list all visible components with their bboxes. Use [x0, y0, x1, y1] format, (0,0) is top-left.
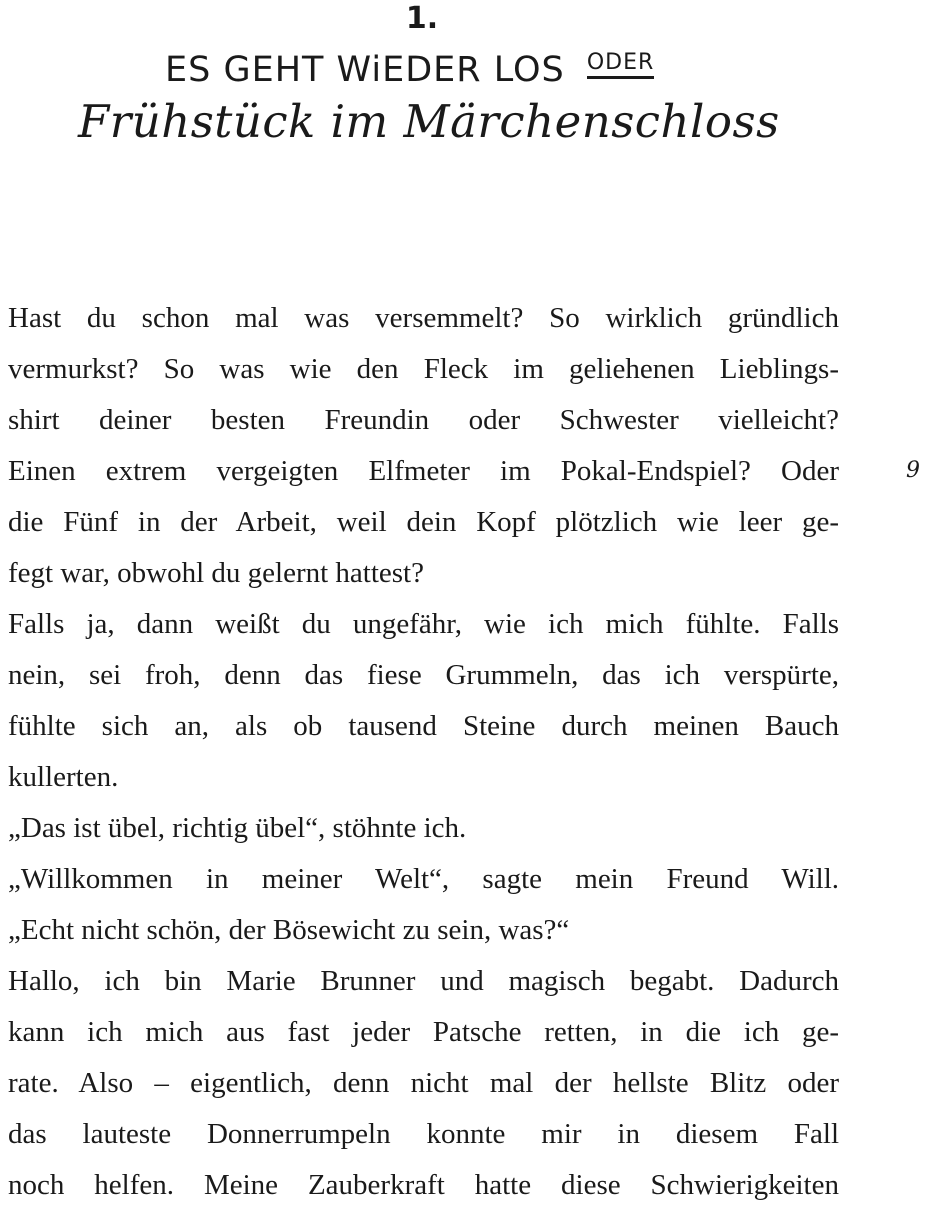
text-line: kann ich mich aus fast jeder Patsche retten, in die ich ge-	[8, 1016, 839, 1048]
text-line: „Willkommen in meiner Welt“, sagte mein Freund Will.	[8, 863, 839, 895]
text-line: kullerten.	[8, 761, 119, 793]
text-line: shirt deiner besten Freundin oder Schwester vielleicht?	[8, 404, 839, 436]
text-line: Einen extrem vergeigten Elfmeter im Pokal-Endspiel? Oder	[8, 455, 839, 487]
text-line: „Das ist übel, richtig übel“, stöhnte ich.	[8, 812, 467, 844]
body-text	[8, 293, 839, 1211]
chapter-title-main: ES GEHT WiEDER LOS	[165, 50, 565, 90]
text-line: vermurkst? So was wie den Fleck im geliehenen Lieblings-	[8, 353, 839, 385]
chapter-title-connector: ODER	[587, 52, 654, 79]
page-number: 9	[906, 458, 920, 483]
text-line: fegt war, obwohl du gelernt hattest?	[8, 557, 424, 589]
text-line: fühlte sich an, als ob tausend Steine durch meinen Bauch	[8, 710, 839, 742]
text-line: Hallo, ich bin Marie Brunner und magisch begabt. Dadurch	[8, 965, 839, 997]
text-line: das lauteste Donnerrumpeln konnte mir in diesem Fall	[8, 1118, 839, 1150]
text-line: nein, sei froh, denn das fiese Grummeln, das ich verspürte,	[8, 659, 839, 691]
chapter-subtitle: Frühstück im Märchenschloss	[78, 95, 780, 148]
chapter-title-line1	[165, 48, 654, 92]
text-line: rate. Also – eigentlich, denn nicht mal der hellste Blitz oder	[8, 1067, 839, 1099]
chapter-number: 1.	[405, 1, 439, 36]
text-line: Hast du schon mal was versemmelt? So wirklich gründlich	[8, 302, 839, 334]
text-line: die Fünf in der Arbeit, weil dein Kopf plötzlich wie leer ge-	[8, 506, 839, 538]
text-line: Falls ja, dann weißt du ungefähr, wie ich mich fühlte. Falls	[8, 608, 839, 640]
text-line: „Echt nicht schön, der Bösewicht zu sein, was?“	[8, 914, 570, 946]
text-line: noch helfen. Meine Zauberkraft hatte diese Schwierigkeiten	[8, 1169, 839, 1201]
